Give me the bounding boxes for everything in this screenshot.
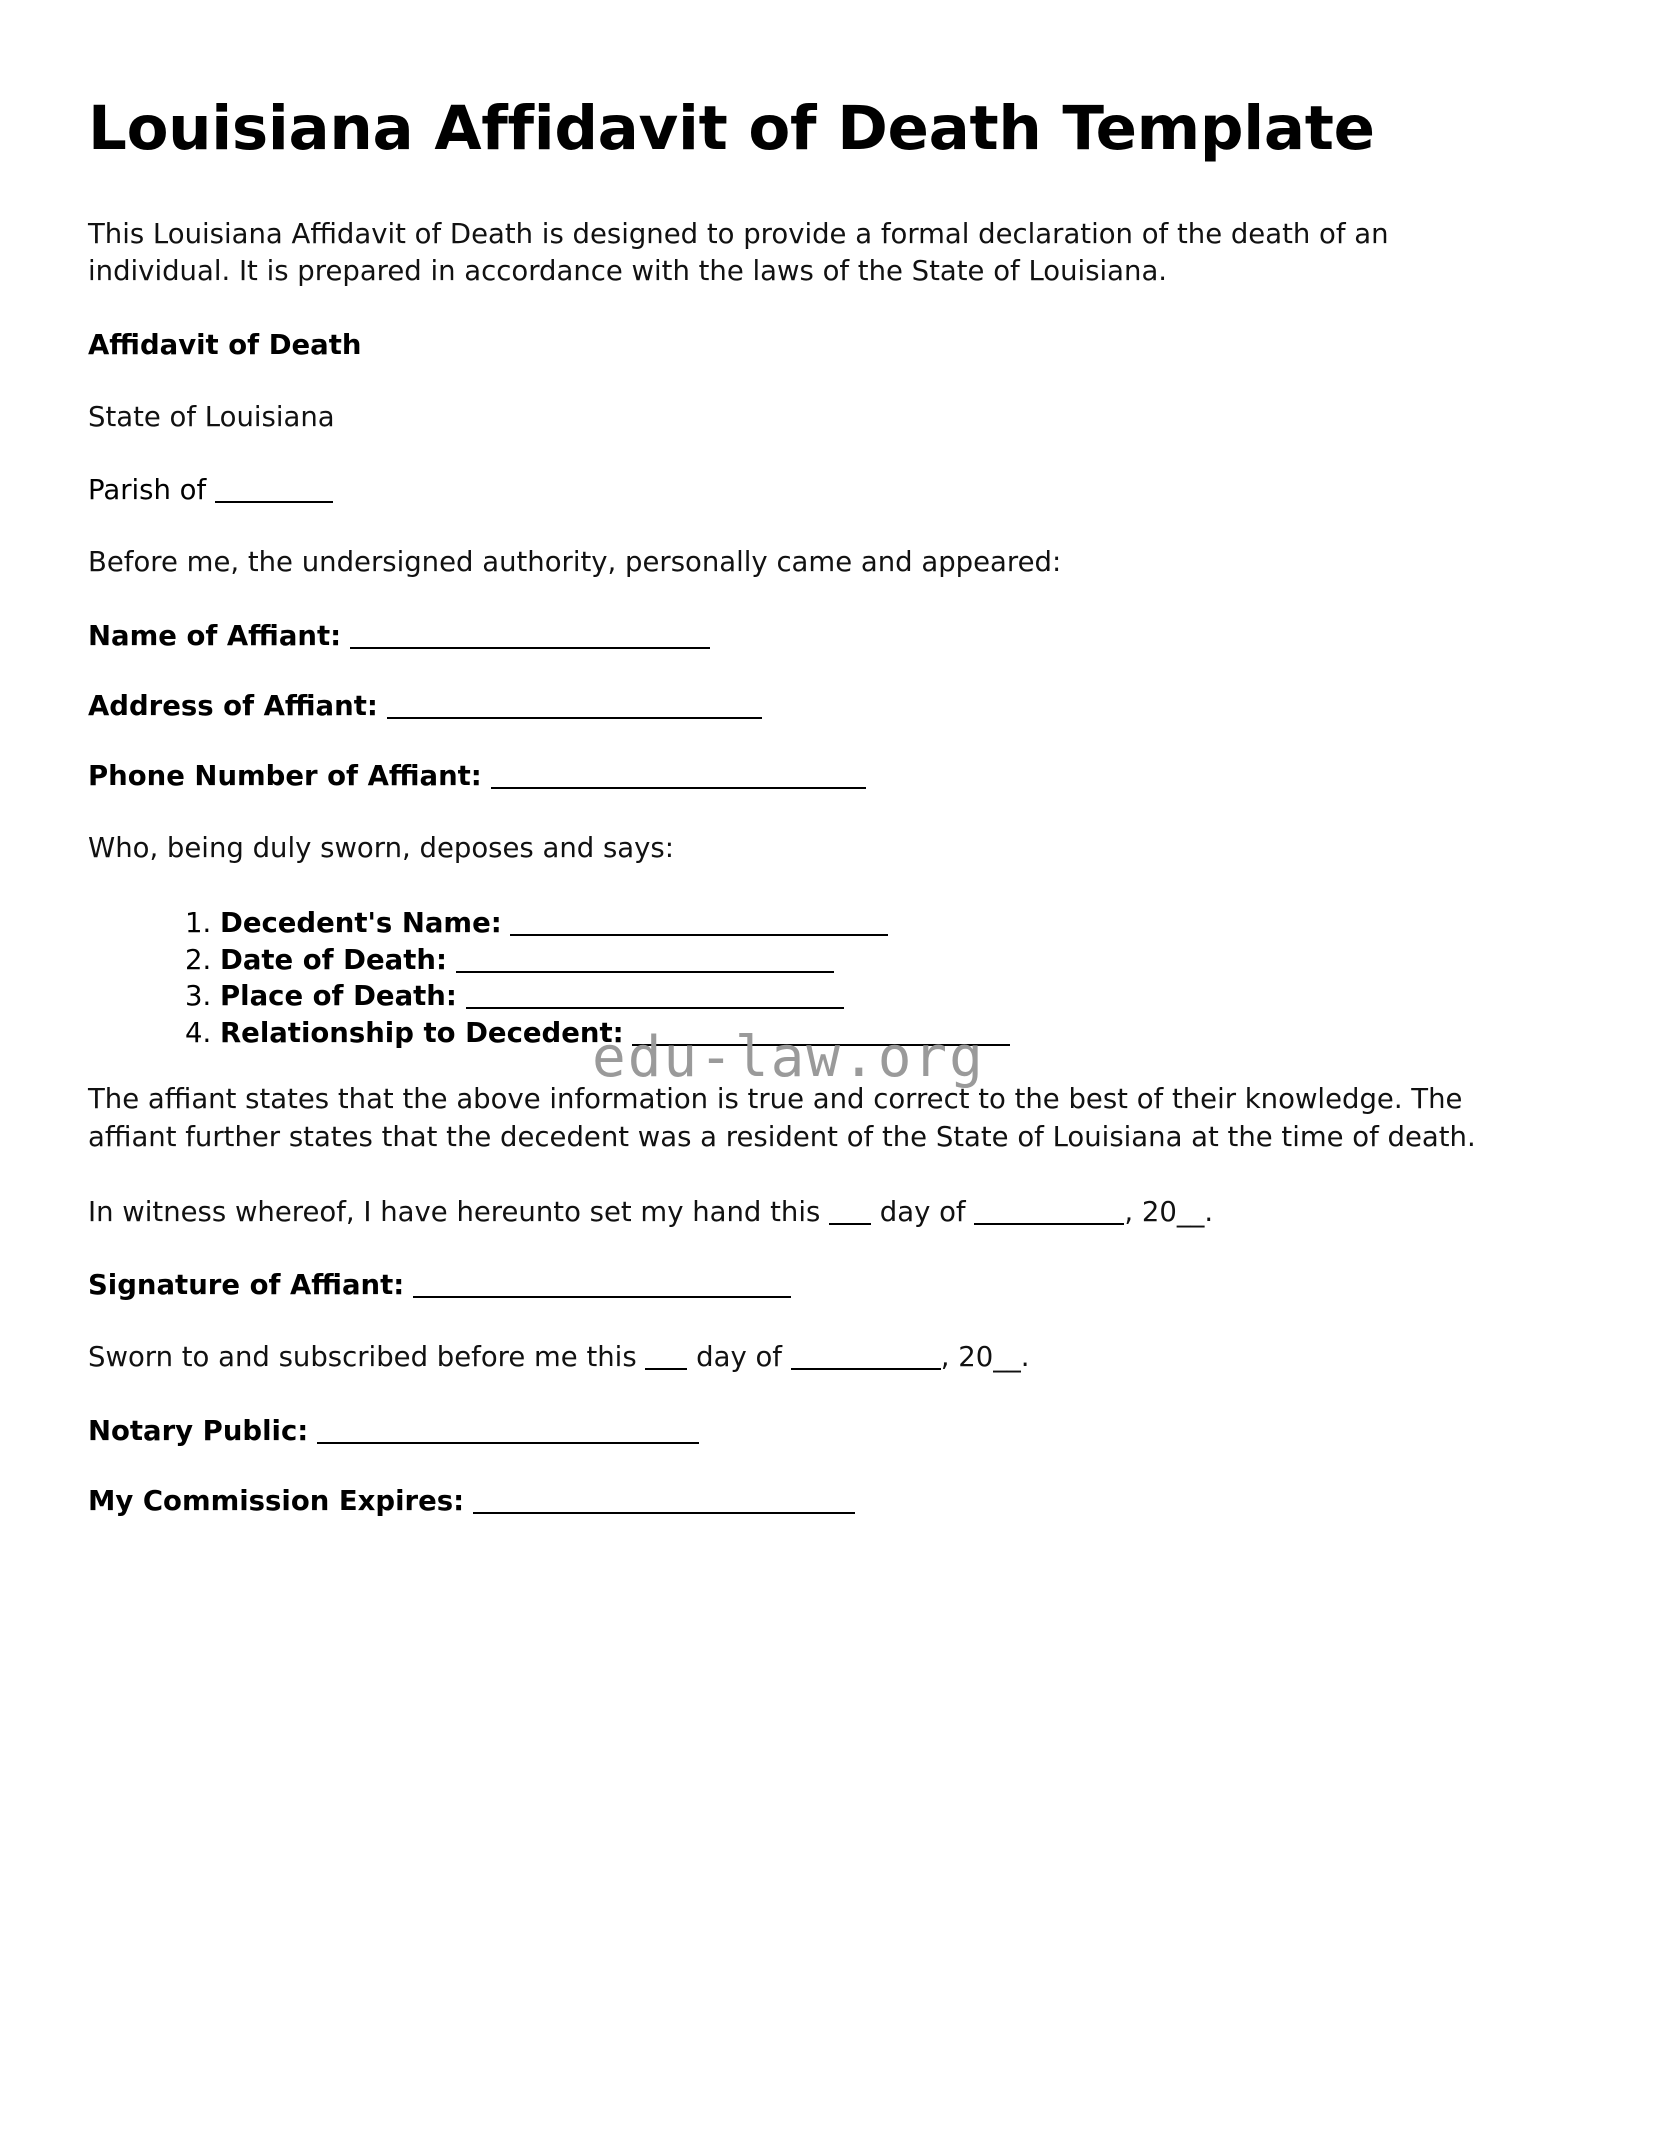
field-phone-number-of-affiant bbox=[88, 760, 1576, 792]
sworn-day-blank[interactable] bbox=[645, 1368, 687, 1370]
field-notary-public bbox=[88, 1415, 1576, 1447]
parish-blank[interactable] bbox=[215, 501, 333, 503]
list-item-blank[interactable] bbox=[510, 934, 888, 936]
site-watermark: edu-law.org bbox=[592, 1025, 985, 1090]
list-item-label: Decedent's Name: bbox=[220, 907, 502, 940]
list-item-blank[interactable] bbox=[466, 1007, 844, 1009]
list-item-blank[interactable] bbox=[632, 1044, 1010, 1046]
list-item bbox=[220, 1015, 1576, 1052]
field-name-of-affiant bbox=[88, 620, 1576, 652]
witness-line bbox=[88, 1194, 1508, 1231]
state-line: State of Louisiana bbox=[88, 400, 335, 433]
field-blank[interactable] bbox=[387, 717, 762, 719]
field-label: Phone Number of Affiant: bbox=[88, 759, 482, 792]
field-my-commission-expires bbox=[88, 1485, 1576, 1517]
witness-month-blank[interactable] bbox=[974, 1223, 1124, 1225]
sworn-suffix: , 20__. bbox=[940, 1341, 1030, 1374]
sworn-prefix: Sworn to and subscribed before me this bbox=[88, 1341, 646, 1374]
list-item-blank[interactable] bbox=[456, 971, 834, 973]
list-item-label: Place of Death: bbox=[220, 980, 457, 1013]
list-item bbox=[220, 978, 1576, 1015]
field-label: Address of Affiant: bbox=[88, 689, 378, 722]
field-address-of-affiant bbox=[88, 690, 1576, 722]
witness-suffix: , 20__. bbox=[1124, 1196, 1214, 1229]
sworn-mid: day of bbox=[687, 1341, 791, 1374]
list-item-label: Relationship to Decedent: bbox=[220, 1016, 624, 1049]
field-blank[interactable] bbox=[350, 647, 710, 649]
witness-mid: day of bbox=[871, 1196, 975, 1229]
truth-paragraph: The affiant states that the above information is true and correct to the best of their knowledge. The affiant further states that the decedent was a resident of the State of Louisiana at the time of death. bbox=[88, 1083, 1476, 1153]
field-blank[interactable] bbox=[491, 787, 866, 789]
sworn-month-blank[interactable] bbox=[791, 1368, 941, 1370]
field-label: Signature of Affiant: bbox=[88, 1269, 405, 1302]
parish-label: Parish of bbox=[88, 474, 215, 507]
deposes-list bbox=[88, 905, 1576, 1051]
list-item bbox=[220, 942, 1576, 979]
witness-prefix: In witness whereof, I have hereunto set my hand this bbox=[88, 1196, 830, 1229]
appearance-line: Before me, the undersigned authority, personally came and appeared: bbox=[88, 546, 1062, 579]
sworn-line bbox=[88, 1339, 1508, 1376]
notary-blank[interactable] bbox=[317, 1442, 699, 1444]
witness-day-blank[interactable] bbox=[829, 1223, 871, 1225]
list-item-label: Date of Death: bbox=[220, 943, 447, 976]
page-title: Louisiana Affidavit of Death Template bbox=[88, 93, 1375, 164]
signature-blank[interactable] bbox=[413, 1296, 791, 1298]
list-item bbox=[220, 905, 1576, 942]
deposes-line: Who, being duly sworn, deposes and says: bbox=[88, 831, 674, 864]
intro-paragraph: This Louisiana Affidavit of Death is designed to provide a formal declaration of the death of an individual. It is prepared in accordance with the laws of the State of Louisiana. bbox=[88, 218, 1389, 288]
section-heading-affidavit-of-death: Affidavit of Death bbox=[88, 328, 362, 361]
field-signature-of-affiant bbox=[88, 1269, 1576, 1301]
parish-field bbox=[88, 474, 1576, 506]
commission-blank[interactable] bbox=[473, 1512, 855, 1514]
field-label: My Commission Expires: bbox=[88, 1484, 465, 1517]
field-label: Name of Affiant: bbox=[88, 619, 342, 652]
field-label: Notary Public: bbox=[88, 1414, 309, 1447]
